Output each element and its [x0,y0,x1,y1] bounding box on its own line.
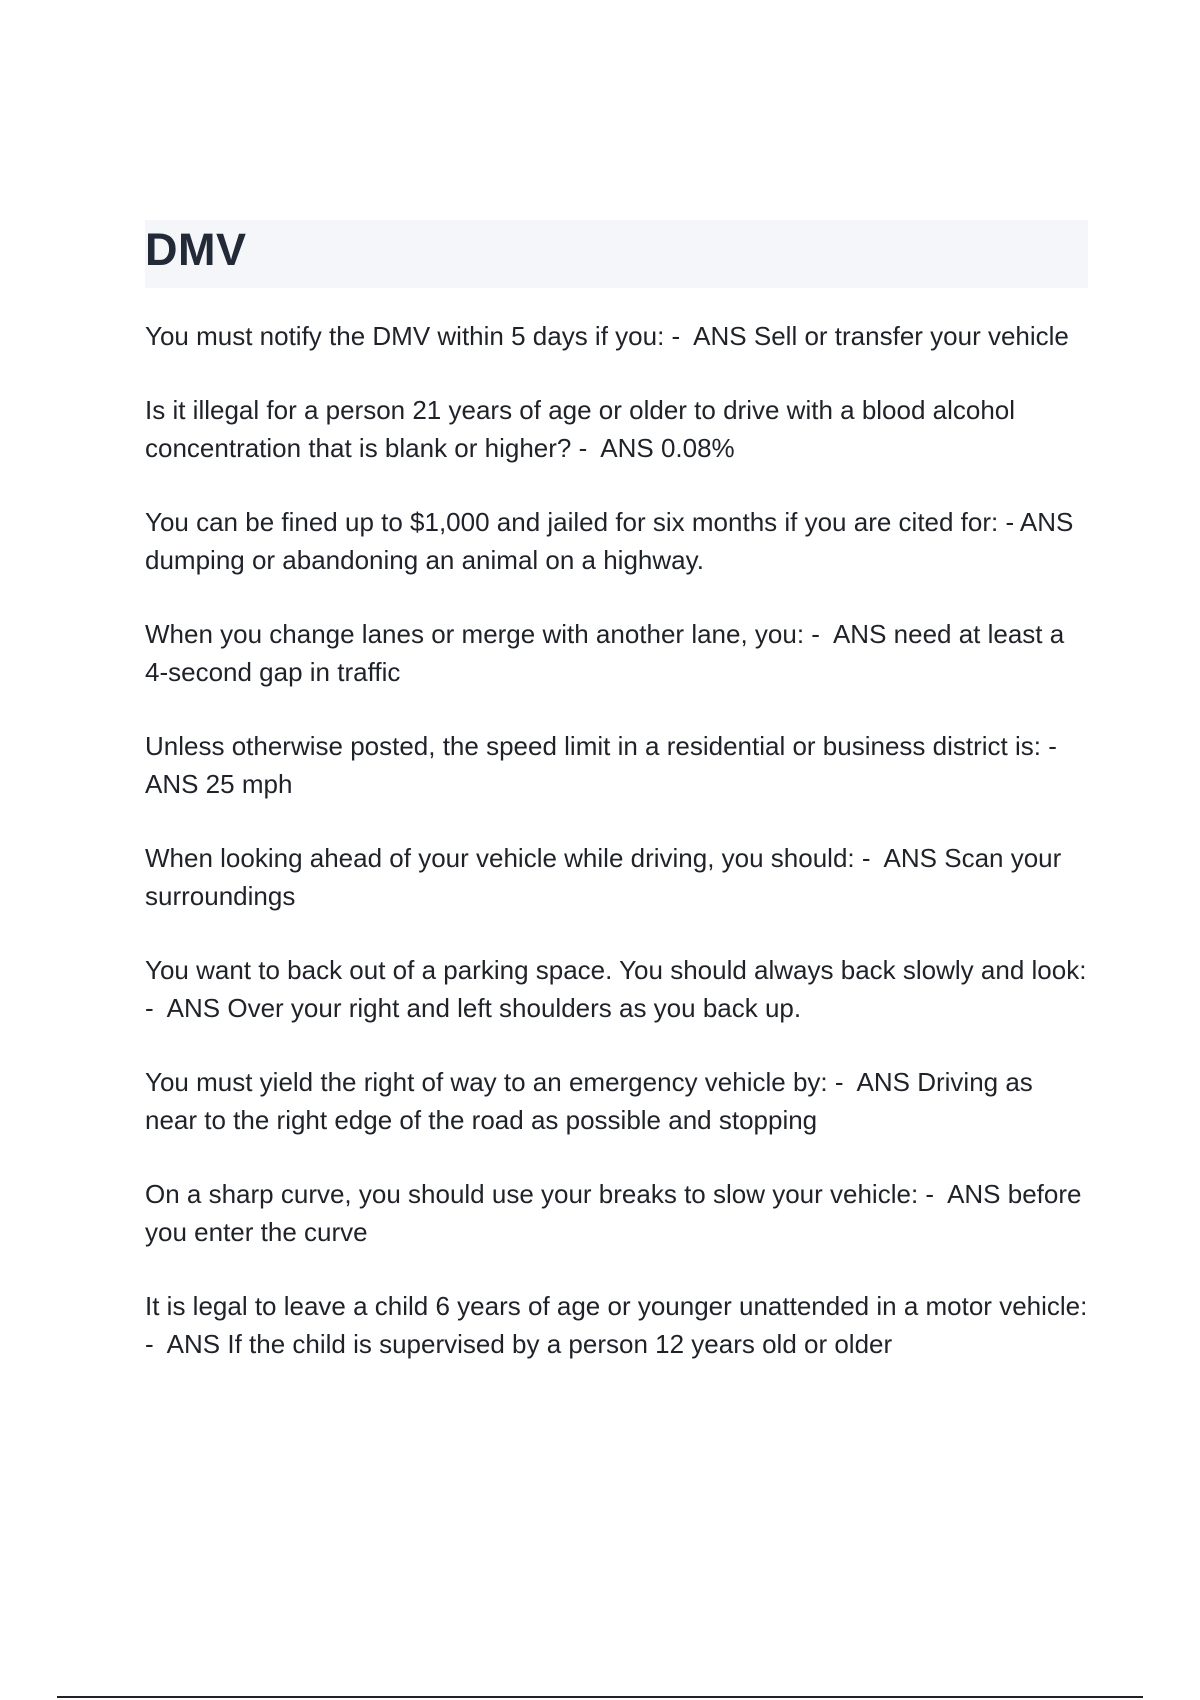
qa-item-6: When looking ahead of your vehicle while driving, you should: - ANS Scan your surroundings [145,843,1069,911]
title-banner [145,220,1088,288]
qa-item-5: Unless otherwise posted, the speed limit in a residential or business district is: - ANS 25 mph [145,731,1070,799]
footer-divider [57,1696,1143,1698]
qa-item-8: You must yield the right of way to an emergency vehicle by: - ANS Driving as near to the right edge of the road as possible and stopping [145,1067,1041,1135]
qa-item-7: You want to back out of a parking space. You should always back slowly and look: - ANS Over your right and left shoulders as you back up. [145,955,1094,1023]
qa-item-2: Is it illegal for a person 21 years of age or older to drive with a blood alcohol concentration that is blank or higher? - ANS 0.08% [145,395,1023,463]
qa-item-3: You can be fined up to $1,000 and jailed for six months if you are cited for: - ANS dumping or abandoning an animal on a highway. [145,507,1081,575]
question-answer-list [145,317,1095,1399]
qa-item-1: You must notify the DMV within 5 days if you: - ANS Sell or transfer your vehicle [145,321,1069,351]
qa-item-4: When you change lanes or merge with another lane, you: - ANS need at least a 4-second gap in traffic [145,619,1072,687]
qa-item-9: On a sharp curve, you should use your breaks to slow your vehicle: - ANS before you enter the curve [145,1179,1089,1247]
qa-item-10: It is legal to leave a child 6 years of age or younger unattended in a motor vehicle: - ANS If the child is supervised by a person 12 years old or older [145,1291,1095,1359]
page-title: DMV [145,224,247,275]
